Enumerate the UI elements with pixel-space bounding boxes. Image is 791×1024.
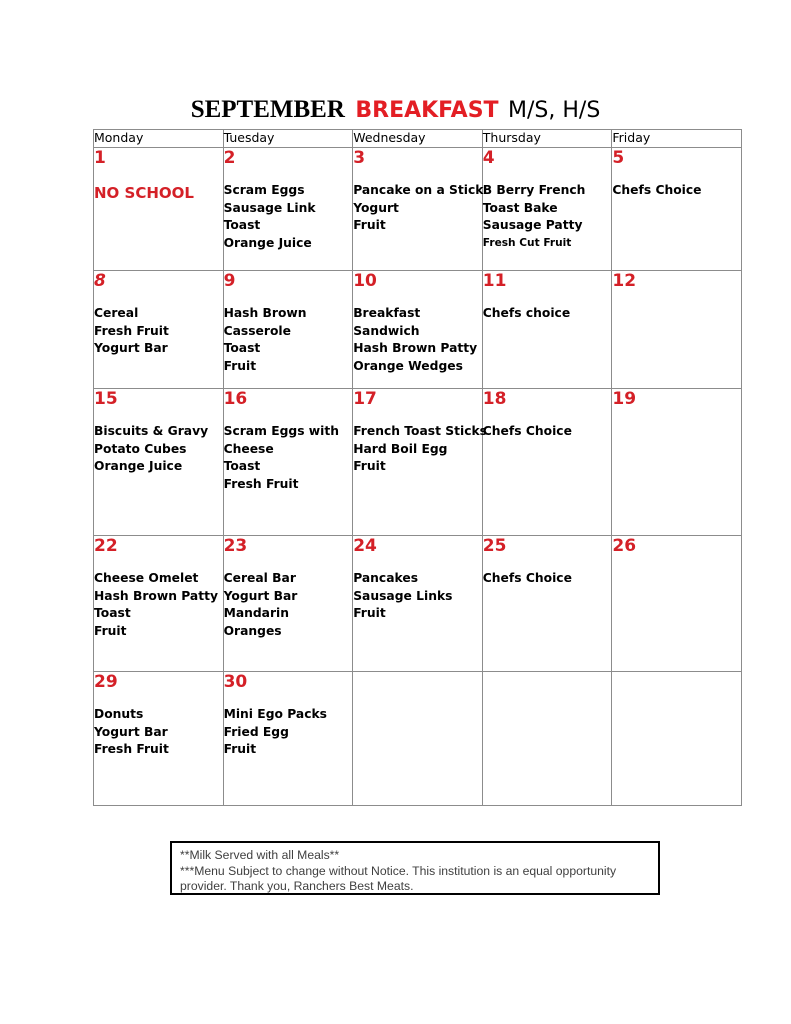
- menu-item: Hash Brown Patty: [353, 341, 478, 355]
- day-cell: [223, 672, 353, 806]
- day-cell: [612, 536, 742, 672]
- day-cell: [353, 672, 483, 806]
- menu-item: Fruit: [353, 218, 386, 232]
- menu-item: Scram Eggs with: [223, 424, 340, 438]
- menu-item: Chefs Choice: [482, 571, 572, 585]
- day-cell: [612, 672, 742, 806]
- menu-item: Sausage Patty: [482, 218, 583, 232]
- day-cell: [353, 271, 483, 389]
- day-date: 18: [482, 389, 507, 409]
- menu-item: Fruit: [353, 459, 386, 473]
- day-cell: [353, 389, 487, 536]
- menu-item: Mandarin: [223, 606, 290, 620]
- menu-item: Scram Eggs: [223, 183, 305, 197]
- menu-item: Cereal: [94, 306, 139, 320]
- week-row: [94, 389, 742, 536]
- day-date: 11: [482, 271, 507, 291]
- title-meal: BREAKFAST: [355, 98, 499, 123]
- day-date: 3: [353, 148, 366, 168]
- day-date: 30: [223, 672, 248, 692]
- day-cell: [223, 536, 353, 672]
- menu-item: Toast: [223, 218, 261, 232]
- day-cell: [612, 389, 742, 536]
- day-cell: [353, 536, 483, 672]
- menu-item: Hash Brown Patty: [94, 588, 218, 603]
- menu-item: Pancake on a Stick: [353, 183, 484, 197]
- day-date: 10: [353, 271, 377, 291]
- notice-line-3: provider. Thank you, Ranchers Best Meats.: [180, 879, 414, 893]
- day-cell: [94, 148, 224, 271]
- menu-item: Orange Juice: [94, 459, 183, 473]
- title-grades: M/S, H/S: [508, 98, 601, 123]
- calendar-body: [94, 148, 742, 806]
- day-date: 25: [482, 536, 507, 556]
- menu-item: Sandwich: [353, 323, 420, 338]
- day-cell: [482, 536, 612, 672]
- day-date: 12: [612, 271, 637, 291]
- day-cell: [482, 271, 612, 389]
- menu-item: Mini Ego Packs: [223, 707, 327, 721]
- week-row: [94, 536, 742, 672]
- menu-item: French Toast Sticks: [353, 424, 487, 438]
- day-date: 9: [223, 271, 236, 291]
- menu-item: Orange Juice: [223, 235, 312, 250]
- day-cell: [223, 389, 353, 536]
- day-cell: [353, 148, 483, 271]
- menu-item: Toast Bake: [482, 200, 558, 215]
- menu-item: Yogurt: [353, 200, 399, 215]
- day-cell: [223, 271, 353, 389]
- menu-item: Pancakes: [353, 571, 419, 585]
- menu-item: Cheese: [223, 441, 274, 456]
- menu-item: Fresh Fruit: [94, 742, 169, 756]
- menu-item: Fruit: [94, 623, 127, 638]
- weekday-thursday: Thursday: [482, 130, 612, 148]
- menu-item: Yogurt Bar: [94, 724, 168, 739]
- menu-calendar: [93, 129, 742, 806]
- day-date: 22: [94, 536, 118, 556]
- menu-item: Cheese Omelet: [94, 571, 199, 585]
- menu-item: Chefs Choice: [482, 424, 572, 438]
- menu-item: Potato Cubes: [94, 441, 187, 456]
- day-date: 5: [612, 148, 625, 168]
- week-row: [94, 148, 742, 271]
- day-date: 2: [223, 148, 236, 168]
- menu-item: Fried Egg: [223, 724, 289, 739]
- notice-line-2: ***Menu Subject to change without Notice. This institution is an equal opportunity: [180, 863, 617, 878]
- menu-item: Cereal Bar: [223, 571, 296, 585]
- menu-item: Chefs Choice: [612, 183, 702, 197]
- menu-item: Fresh Fruit: [223, 476, 299, 491]
- day-date: 19: [612, 389, 637, 409]
- day-date: 26: [612, 536, 637, 556]
- week-row: [94, 271, 742, 389]
- day-cell: [94, 389, 224, 536]
- menu-item: Toast: [94, 606, 131, 620]
- menu-item: Fruit: [223, 742, 257, 756]
- day-cell: [612, 148, 742, 271]
- menu-item: B Berry French: [482, 183, 586, 197]
- weekday-wednesday: Wednesday: [353, 130, 483, 148]
- menu-item: Orange Wedges: [353, 358, 463, 373]
- day-date: 17: [353, 389, 377, 409]
- menu-item: Fresh Cut Fruit: [482, 236, 572, 249]
- notice-line-1: **Milk Served with all Meals**: [180, 848, 340, 862]
- day-cell: [482, 672, 612, 806]
- day-date: 29: [94, 672, 118, 692]
- menu-item: Sausage Link: [223, 200, 316, 215]
- menu-item: Casserole: [223, 323, 291, 338]
- menu-notice: [170, 841, 660, 895]
- day-date: 16: [223, 389, 248, 409]
- page-title: [0, 96, 791, 124]
- day-cell: [94, 672, 224, 806]
- menu-item: Fruit: [223, 358, 257, 373]
- weekday-monday: Monday: [94, 130, 224, 148]
- menu-item: Yogurt Bar: [223, 588, 298, 603]
- menu-item: Toast: [223, 459, 261, 473]
- menu-item: Breakfast: [353, 306, 421, 320]
- title-month: SEPTEMBER: [190, 96, 345, 123]
- day-cell: [223, 148, 353, 271]
- weekday-header-row: [94, 130, 742, 148]
- day-cell: [482, 389, 612, 536]
- weekday-friday: Friday: [612, 130, 742, 148]
- day-cell: [94, 536, 224, 672]
- week-row: [94, 672, 742, 806]
- day-date: 24: [353, 536, 377, 556]
- menu-item: Oranges: [223, 623, 282, 638]
- day-cell: [612, 271, 742, 389]
- menu-item: Sausage Links: [353, 588, 453, 603]
- day-date: 1: [94, 148, 106, 168]
- day-cell: [94, 271, 224, 389]
- menu-item: Hard Boil Egg: [353, 441, 448, 456]
- day-date: 15: [94, 389, 118, 409]
- menu-item: Fruit: [353, 606, 386, 620]
- menu-item: Toast: [223, 341, 261, 355]
- no-school-note: NO SCHOOL: [94, 184, 194, 202]
- menu-item: Biscuits & Gravy: [94, 424, 209, 438]
- menu-item: Hash Brown: [223, 306, 307, 320]
- menu-item: Fresh Fruit: [94, 323, 169, 338]
- day-cell: [482, 148, 612, 271]
- weekday-tuesday: Tuesday: [223, 130, 353, 148]
- menu-item: Yogurt Bar: [94, 341, 168, 355]
- menu-item: Donuts: [94, 707, 144, 721]
- day-date: 8: [94, 271, 106, 291]
- day-date: 4: [482, 148, 495, 168]
- menu-item: Chefs choice: [482, 306, 571, 320]
- day-date: 23: [223, 536, 248, 556]
